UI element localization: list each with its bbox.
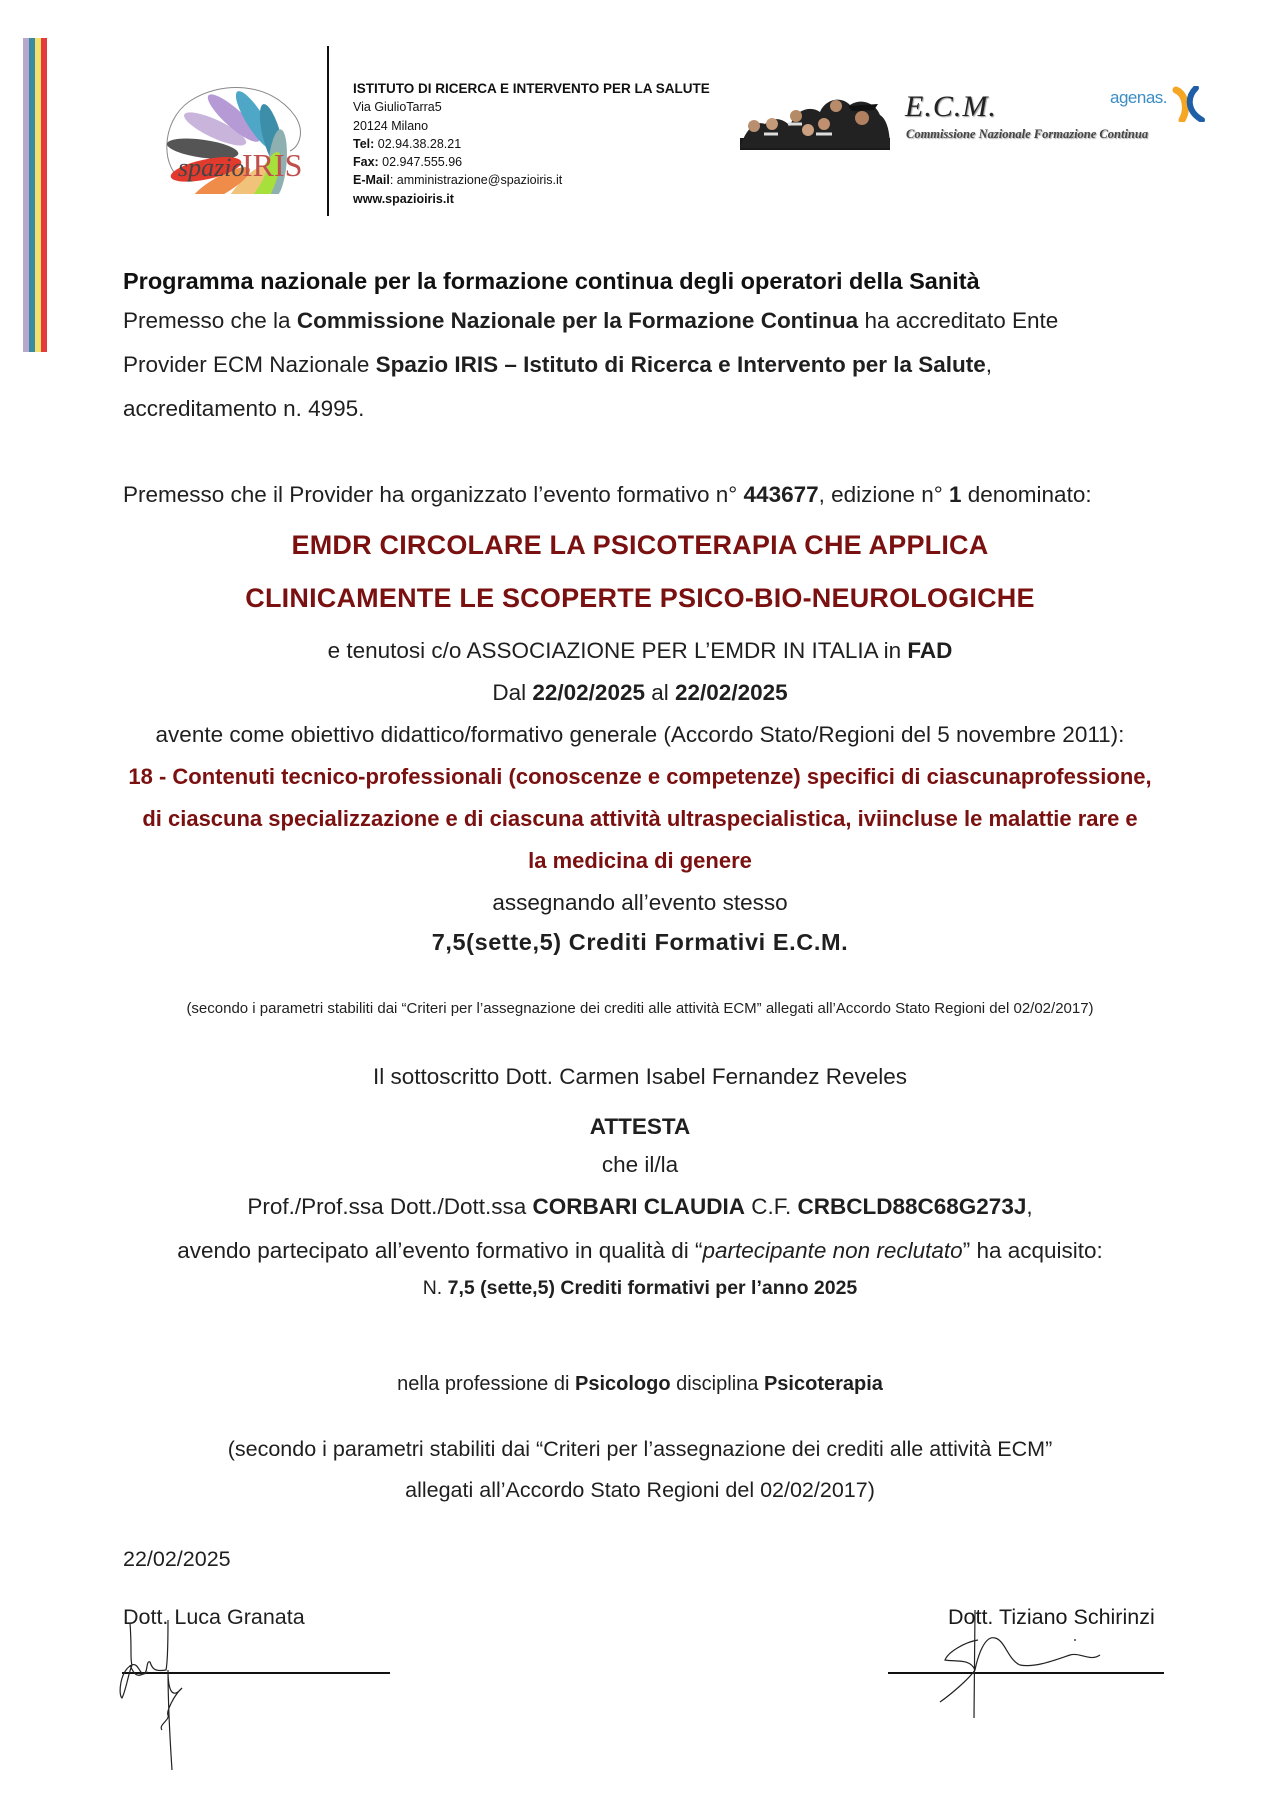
participant-line <box>0 1194 1280 1220</box>
event-text: , edizione n° <box>818 482 949 507</box>
agenas-logo-text: agenas. <box>1110 88 1167 107</box>
dates-text: al <box>645 680 676 705</box>
dates-line <box>0 680 1280 706</box>
event-title-line-2: CLINICAMENTE LE SCOPERTE PSICO-BIO-NEUROLOGICHE <box>245 583 1035 613</box>
logo-text-iris: IRIS <box>242 147 303 183</box>
tel-label: Tel: <box>353 136 375 151</box>
intro-text: , <box>985 352 993 377</box>
profession-value: Psicologo <box>574 1373 671 1395</box>
rainbow-stripe <box>23 38 47 352</box>
intro-text: Provider ECM Nazionale <box>123 352 376 377</box>
header-divider <box>327 46 329 216</box>
edition-number: 1 <box>948 482 962 507</box>
intro-line-2 <box>123 352 1280 378</box>
event-title-line-1: EMDR CIRCOLARE LA PSICOTERAPIA CHE APPLICA <box>291 530 989 560</box>
event-text: Premesso che il Provider ha organizzato l’evento formativo n° <box>123 482 744 507</box>
venue-line <box>0 638 1280 664</box>
issue-date: 22/02/2025 <box>123 1547 231 1571</box>
intro-line-1 <box>123 308 1280 334</box>
signature-left <box>110 1620 290 1800</box>
address-city: 20124 Milano <box>353 118 429 133</box>
anatomy-lesson-painting <box>740 90 890 150</box>
website-text: www.spazioiris.it <box>353 191 454 206</box>
address-fax <box>353 153 710 171</box>
address-street: Via GiulioTarra5 <box>353 100 442 115</box>
signature-right <box>930 1600 1110 1720</box>
spazio-iris-logo <box>160 76 310 194</box>
profession-text: nella professione di <box>397 1373 575 1395</box>
acquired-credits <box>0 1277 1280 1300</box>
intro-text: Premesso che la <box>123 308 297 333</box>
criteria-line-2: allegati all’Accordo Stato Regioni del 02/02/2017) <box>405 1478 875 1502</box>
agenas-mark-icon <box>1172 86 1206 122</box>
profession-text: disciplina <box>670 1373 764 1395</box>
organization-name: ISTITUTO DI RICERCA E INTERVENTO PER LA SALUTE <box>353 81 710 96</box>
iris-flower-icon <box>160 76 310 194</box>
event-text: denominato: <box>961 482 1092 507</box>
participation-text: ” ha acquisito: <box>962 1238 1103 1263</box>
provider-name: Spazio IRIS – Istituto di Ricerca e Intervento per la Salute <box>375 352 986 377</box>
credits-awarded: 7,5(sette,5) Crediti Formativi E.C.M. <box>431 929 849 955</box>
assigning-line: assegnando all’evento stesso <box>492 890 788 915</box>
venue-mode: FAD <box>907 638 953 663</box>
event-line <box>123 482 1280 508</box>
objective-line-2: di ciascuna specializzazione e di ciascuna attività ultraspecialistica, iviincluse le malattie rare e <box>142 806 1138 831</box>
that-line: che il/la <box>601 1152 679 1177</box>
intro-text: ha accreditato Ente <box>858 308 1059 333</box>
acquired-prefix: N. <box>422 1277 448 1299</box>
fax-value: 02.947.555.96 <box>378 155 463 170</box>
email-value[interactable]: : amministrazione@spazioiris.it <box>389 173 563 188</box>
cf-label: C.F. <box>744 1194 798 1219</box>
discipline-value: Psicoterapia <box>763 1373 883 1395</box>
participant-suffix: , <box>1026 1194 1033 1219</box>
program-heading: Programma nazionale per la formazione continua degli operatori della Sanità <box>123 268 980 294</box>
participation-text: avendo partecipato all’evento formativo in qualità di “ <box>177 1238 703 1263</box>
address-email <box>353 171 710 189</box>
signer-right-name: Dott. Tiziano Schirinzi <box>948 1605 1155 1629</box>
stripe-red <box>41 38 47 352</box>
acquired-value: 7,5 (sette,5) Crediti formativi per l’anno 2025 <box>447 1277 858 1299</box>
criteria-note: (secondo i parametri stabiliti dai “Criteri per l’assegnazione dei crediti alle attività ECM” allegati all’Accordo Stato Regioni del 02/02/2017) <box>186 1000 1094 1017</box>
objective-line-1: 18 - Contenuti tecnico-professionali (conoscenze e competenze) specifici di ciascunaprofessione, <box>128 764 1152 789</box>
accreditation-number: accreditamento n. 4995. <box>123 396 365 421</box>
attests-heading: ATTESTA <box>589 1114 691 1139</box>
venue-text: e tenutosi c/o ASSOCIAZIONE PER L’EMDR IN ITALIA in <box>327 638 908 663</box>
email-label: E-Mail <box>353 173 390 188</box>
commission-name: Commissione Nazionale per la Formazione Continua <box>296 308 859 333</box>
painting-icon <box>740 90 890 150</box>
ecm-subtitle: Commissione Nazionale Formazione Continua <box>906 127 1149 141</box>
participation-line <box>0 1238 1280 1264</box>
ecm-title: E.C.M. <box>905 90 997 123</box>
objective-intro: avente come obiettivo didattico/formativo generale (Accordo Stato/Regioni del 5 novembre 2011): <box>155 722 1125 747</box>
signer-left-name: Dott. Luca Granata <box>123 1605 305 1629</box>
website-link[interactable] <box>353 190 710 208</box>
participant-role: partecipante non reclutato <box>702 1238 963 1263</box>
tel-value: 02.94.38.28.21 <box>374 136 462 151</box>
date-from: 22/02/2025 <box>532 680 645 705</box>
address-tel <box>353 135 710 153</box>
date-to: 22/02/2025 <box>675 680 788 705</box>
participant-prefix: Prof./Prof.ssa Dott./Dott.ssa <box>247 1194 533 1219</box>
criteria-line-1: (secondo i parametri stabiliti dai “Criteri per l’assegnazione dei crediti alle attività ECM” <box>227 1437 1053 1461</box>
profession-line <box>0 1373 1280 1396</box>
participant-name: CORBARI CLAUDIA <box>532 1194 745 1219</box>
objective-line-3: la medicina di genere <box>528 848 752 873</box>
address-block <box>353 80 710 208</box>
logo-text-spazio: spazio <box>178 153 245 182</box>
event-number: 443677 <box>743 482 819 507</box>
undersigned-line: Il sottoscritto Dott. Carmen Isabel Fernandez Reveles <box>373 1064 907 1089</box>
dates-text: Dal <box>492 680 533 705</box>
fax-label: Fax: <box>353 155 379 170</box>
fiscal-code: CRBCLD88C68G273J <box>797 1194 1027 1219</box>
